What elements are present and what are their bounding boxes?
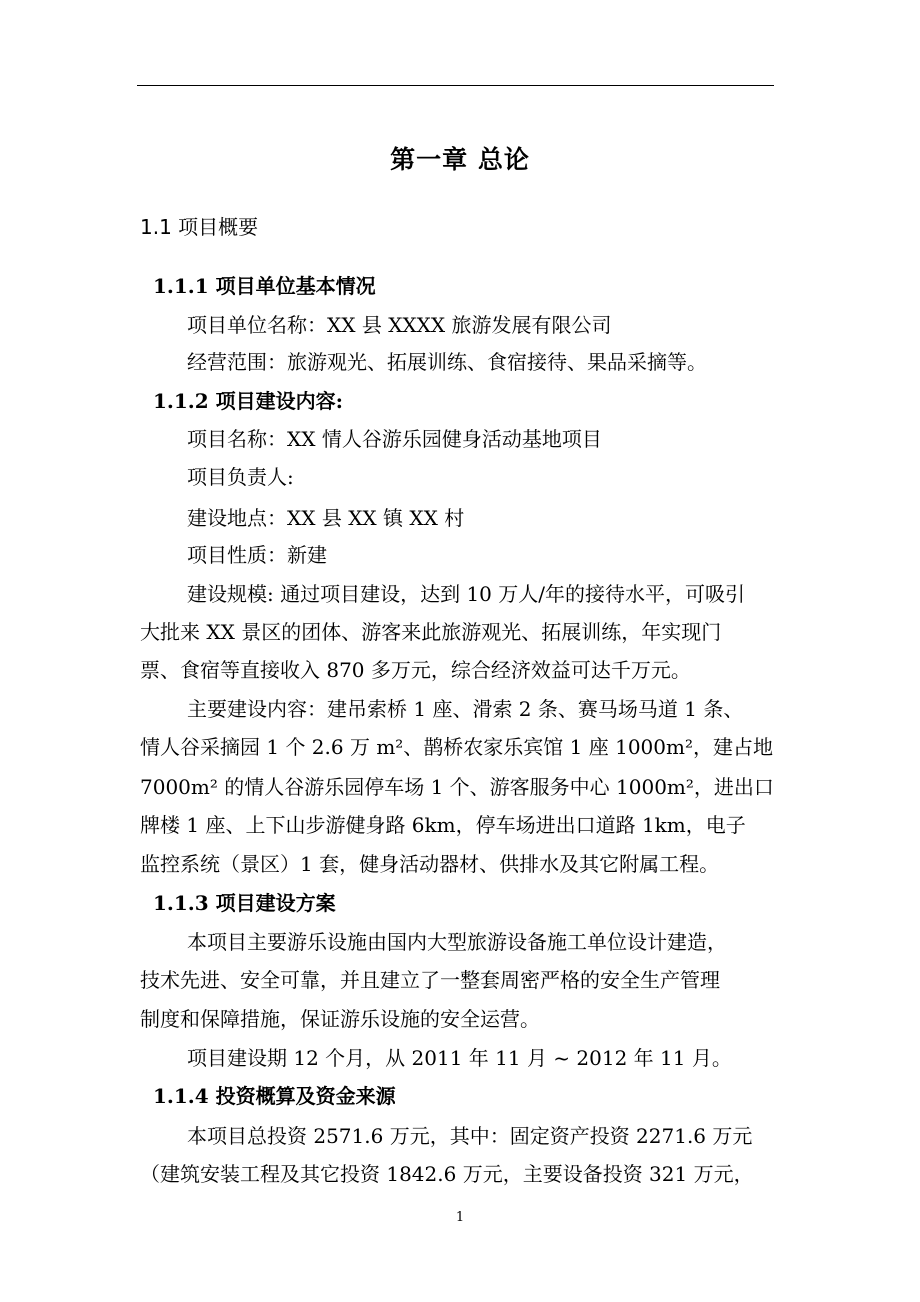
content-line: 7000m² 的情人谷游乐园停车场 1 个、游客服务中心 1000m²，进出口 xyxy=(140,775,774,799)
plan-line: 本项目主要游乐设施由国内大型旅游设备施工单位设计建造， xyxy=(187,930,727,954)
plan-line: 技术先进、安全可靠，并且建立了一整套周密严格的安全生产管理 xyxy=(140,968,720,992)
content-line: 主要建设内容：建吊索桥 1 座、滑索 2 条、赛马场马道 1 条、 xyxy=(187,697,744,721)
subsection-heading-1-1-2: 1.1.2 项目建设内容: xyxy=(153,389,344,413)
scale-line: 大批来 XX 景区的团体、游客来此旅游观光、拓展训练，年实现门 xyxy=(140,620,722,644)
section-heading-1-1: 1.1 项目概要 xyxy=(140,215,259,239)
unit-name-line: 项目单位名称：XX 县 XXXX 旅游发展有限公司 xyxy=(187,313,612,337)
header-rule xyxy=(137,85,774,86)
page-number: 1 xyxy=(455,1210,465,1225)
location-line: 建设地点：XX 县 XX 镇 XX 村 xyxy=(187,506,465,530)
content-line: 牌楼 1 座、上下山步游健身路 6km，停车场进出口道路 1km，电子 xyxy=(140,813,746,837)
investment-line: 本项目总投资 2571.6 万元，其中：固定资产投资 2271.6 万元 xyxy=(187,1124,753,1148)
scale-line: 建设规模: 通过项目建设，达到 10 万人/年的接待水平，可吸引 xyxy=(187,582,745,606)
chapter-title: 第一章 总论 xyxy=(390,145,530,174)
plan-line: 制度和保障措施，保证游乐设施的安全运营。 xyxy=(140,1007,540,1031)
subsection-heading-1-1-1: 1.1.1 项目单位基本情况 xyxy=(153,274,376,298)
content-line: 监控系统（景区）1 套，健身活动器材、供排水及其它附属工程。 xyxy=(140,852,720,876)
nature-line: 项目性质：新建 xyxy=(187,543,327,567)
construction-period-line: 项目建设期 12 个月，从 2011 年 11 月 ~ 2012 年 11 月。 xyxy=(187,1046,732,1070)
subsection-heading-1-1-4: 1.1.4 投资概算及资金来源 xyxy=(153,1084,396,1108)
subsection-heading-1-1-3: 1.1.3 项目建设方案 xyxy=(153,891,336,915)
content-line: 情人谷采摘园 1 个 2.6 万 m²、鹊桥农家乐宾馆 1 座 1000m²，建占地 xyxy=(140,735,773,759)
scale-line: 票、食宿等直接收入 870 多万元，综合经济效益可达千万元。 xyxy=(140,658,691,682)
investment-line: （建筑安装工程及其它投资 1842.6 万元，主要设备投资 321 万元， xyxy=(140,1162,754,1186)
project-name-line: 项目名称：XX 情人谷游乐园健身活动基地项目 xyxy=(187,427,602,451)
business-scope-line: 经营范围：旅游观光、拓展训练、食宿接待、果品采摘等。 xyxy=(187,350,707,374)
project-leader-line: 项目负责人: xyxy=(187,465,294,489)
